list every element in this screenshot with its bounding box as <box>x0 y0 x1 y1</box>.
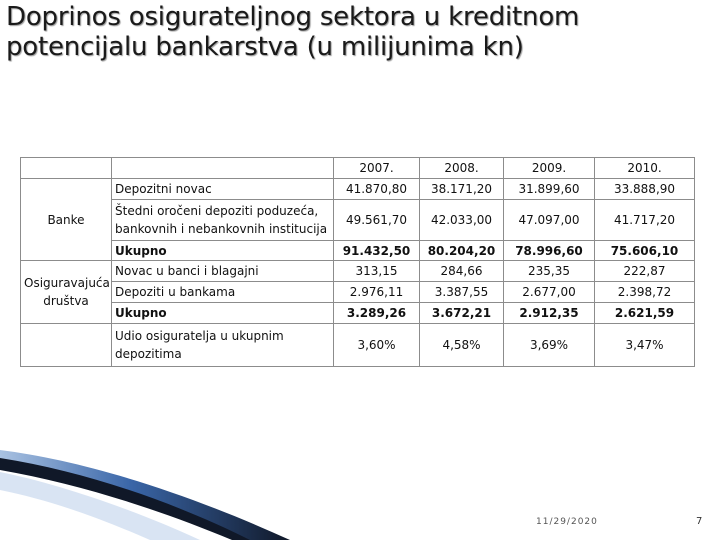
table-cell: 3,60% <box>334 324 420 367</box>
table-cell: 33.888,90 <box>595 178 695 199</box>
table-cell: 80.204,20 <box>420 240 504 261</box>
table-cell: 235,35 <box>504 261 595 282</box>
table-cell: 3,69% <box>504 324 595 367</box>
table-cell: 222,87 <box>595 261 695 282</box>
group-label-banke: Banke <box>21 178 112 261</box>
row-label: Ukupno <box>112 303 334 324</box>
table-cell: 41.870,80 <box>334 178 420 199</box>
row-label: Depoziti u bankama <box>112 282 334 303</box>
table-cell: 2.398,72 <box>595 282 695 303</box>
table-cell: 2.677,00 <box>504 282 595 303</box>
group-label-osiguravajuca-drustva: Osiguravajuća društva <box>21 261 112 324</box>
row-label: Štedni oročeni depoziti poduzeća, bankovnih i nebankovnih institucija <box>112 199 334 240</box>
table-cell: 313,15 <box>334 261 420 282</box>
table-row-total <box>21 240 695 261</box>
table-row <box>21 178 695 199</box>
table-cell: 41.717,20 <box>595 199 695 240</box>
header-empty-cell <box>112 158 334 179</box>
row-label: Novac u banci i blagajni <box>112 261 334 282</box>
column-header: 2007. <box>334 158 420 179</box>
footer-date: 11/29/2020 <box>536 517 598 527</box>
table-cell: 2.976,11 <box>334 282 420 303</box>
table-cell: 31.899,60 <box>504 178 595 199</box>
table-cell: 47.097,00 <box>504 199 595 240</box>
table-row <box>21 199 695 240</box>
table-row <box>21 261 695 282</box>
table-cell: 3.672,21 <box>420 303 504 324</box>
table-cell: 3.387,55 <box>420 282 504 303</box>
table-cell: 78.996,60 <box>504 240 595 261</box>
table-cell: 284,66 <box>420 261 504 282</box>
table-cell: 75.606,10 <box>595 240 695 261</box>
row-label: Udio osiguratelja u ukupnim depozitima <box>112 324 334 367</box>
table-cell: 38.171,20 <box>420 178 504 199</box>
row-label: Ukupno <box>112 240 334 261</box>
table-cell: 2.621,59 <box>595 303 695 324</box>
table-cell: 49.561,70 <box>334 199 420 240</box>
decorative-swoosh <box>0 450 720 540</box>
column-header: 2008. <box>420 158 504 179</box>
table-cell: 42.033,00 <box>420 199 504 240</box>
header-empty-cell <box>21 158 112 179</box>
table-row-share <box>21 324 695 367</box>
page-number: 7 <box>696 516 703 527</box>
empty-cell <box>21 324 112 367</box>
table-cell: 3.289,26 <box>334 303 420 324</box>
row-label: Depozitni novac <box>112 178 334 199</box>
table-row-total <box>21 303 695 324</box>
table-row <box>21 282 695 303</box>
slide-title: Doprinos osigurateljnog sektora u kreditnom potencijalu bankarstva (u milijunima kn) <box>6 2 580 62</box>
data-table <box>20 157 695 367</box>
table-cell: 2.912,35 <box>504 303 595 324</box>
column-header: 2009. <box>504 158 595 179</box>
table-cell: 4,58% <box>420 324 504 367</box>
column-header: 2010. <box>595 158 695 179</box>
table-header-row <box>21 158 695 179</box>
table-cell: 3,47% <box>595 324 695 367</box>
table-cell: 91.432,50 <box>334 240 420 261</box>
